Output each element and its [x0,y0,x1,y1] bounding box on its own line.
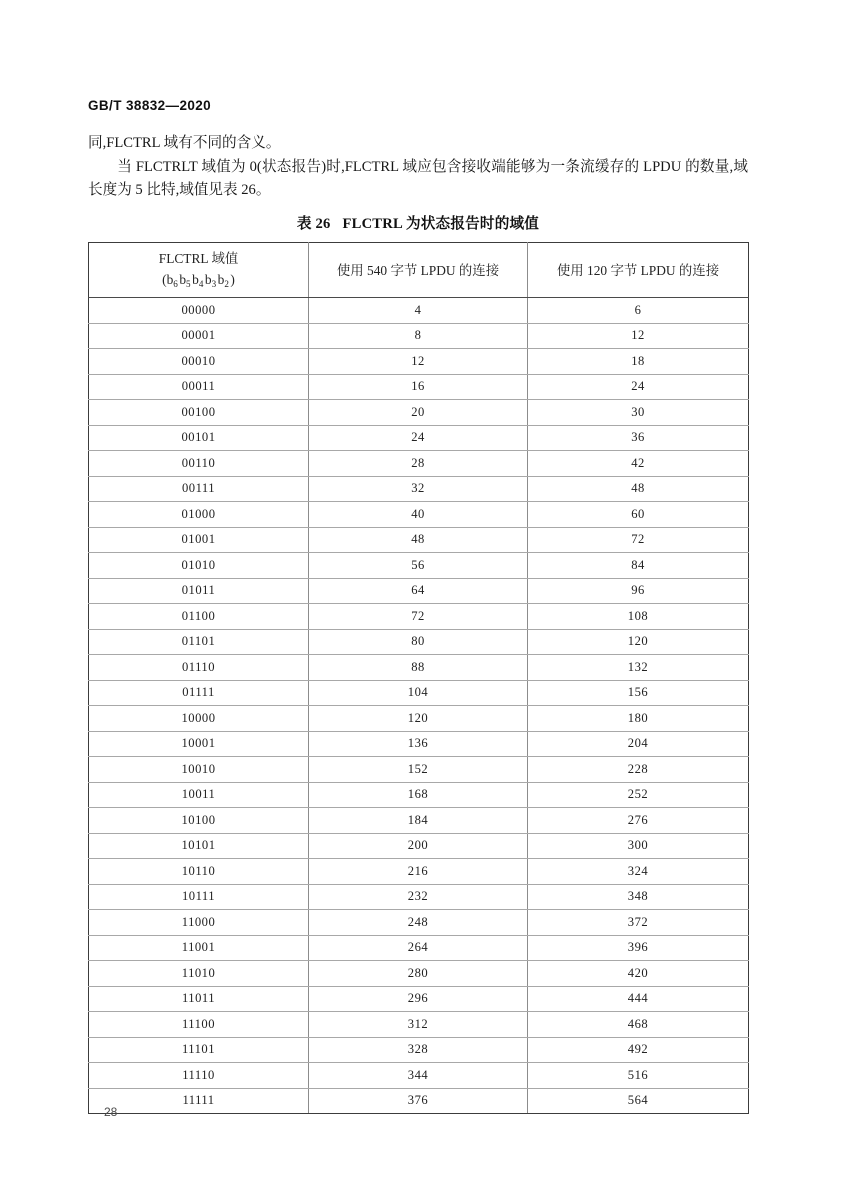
table-row [89,731,749,757]
cell-flctrl-value: 10100 [89,808,309,834]
paragraph-flctrl-description: 当 FLCTRLT 域值为 0(状态报告)时,FLCTRL 域应包含接收端能够为一条流缓存的 LPDU 的数量,域长度为 5 比特,域值见表 26。 [88,158,748,198]
cell-120-byte-count: 492 [528,1037,749,1063]
table-caption-label: 表 26 [296,216,331,232]
body-text-block [88,132,748,203]
cell-540-byte-count: 200 [309,833,528,859]
cell-120-byte-count: 420 [528,961,749,987]
cell-120-byte-count: 564 [528,1088,749,1114]
table-row [89,859,749,885]
table-row [89,935,749,961]
cell-120-byte-count: 24 [528,374,749,400]
cell-540-byte-count: 4 [309,298,528,324]
cell-flctrl-value: 01101 [89,629,309,655]
cell-540-byte-count: 296 [309,986,528,1012]
cell-540-byte-count: 48 [309,527,528,553]
cell-flctrl-value: 00010 [89,349,309,375]
paragraph-continuation: 同,FLCTRL 域有不同的含义。 [88,135,281,151]
cell-120-byte-count: 396 [528,935,749,961]
cell-flctrl-value: 11101 [89,1037,309,1063]
cell-120-byte-count: 300 [528,833,749,859]
cell-flctrl-value: 00000 [89,298,309,324]
table-row [89,961,749,987]
table-26-container [88,242,748,1114]
cell-540-byte-count: 8 [309,323,528,349]
bit-symbol-b3: $b_3$ [204,272,217,289]
cell-540-byte-count: 12 [309,349,528,375]
table-row [89,808,749,834]
cell-540-byte-count: 344 [309,1063,528,1089]
cell-120-byte-count: 324 [528,859,749,885]
cell-540-byte-count: 56 [309,553,528,579]
cell-120-byte-count: 132 [528,655,749,681]
table-row [89,910,749,936]
cell-120-byte-count: 444 [528,986,749,1012]
cell-540-byte-count: 120 [309,706,528,732]
bit-subscript-4: 4 [198,278,204,289]
cell-540-byte-count: 376 [309,1088,528,1114]
cell-120-byte-count: 468 [528,1012,749,1038]
cell-120-byte-count: 108 [528,604,749,630]
cell-540-byte-count: 104 [309,680,528,706]
bit-symbol-b5: $b_5$ [179,272,191,289]
cell-540-byte-count: 88 [309,655,528,681]
cell-540-byte-count: 20 [309,400,528,426]
cell-flctrl-value: 10010 [89,757,309,783]
cell-flctrl-value: 00001 [89,323,309,349]
cell-540-byte-count: 80 [309,629,528,655]
cell-flctrl-value: 10111 [89,884,309,910]
paren-open: ( [162,272,167,287]
table-row [89,502,749,528]
table-caption-title: FLCTRL 为状态报告时的域值 [342,216,540,232]
cell-120-byte-count: 36 [528,425,749,451]
table-row [89,527,749,553]
cell-120-byte-count: 18 [528,349,749,375]
table-row [89,1063,749,1089]
table-header [89,243,749,298]
cell-540-byte-count: 264 [309,935,528,961]
table-row [89,400,749,426]
table-row [89,298,749,324]
cell-flctrl-value: 10000 [89,706,309,732]
cell-flctrl-value: 10101 [89,833,309,859]
table-row [89,782,749,808]
cell-flctrl-value: 11010 [89,961,309,987]
cell-flctrl-value: 11110 [89,1063,309,1089]
cell-120-byte-count: 6 [528,298,749,324]
cell-flctrl-value: 01011 [89,578,309,604]
cell-120-byte-count: 228 [528,757,749,783]
bit-symbol-b6: $b_6$ [166,272,178,289]
cell-120-byte-count: 348 [528,884,749,910]
cell-flctrl-value: 01000 [89,502,309,528]
table-row [89,578,749,604]
cell-flctrl-value: 00100 [89,400,309,426]
table-row [89,757,749,783]
cell-540-byte-count: 216 [309,859,528,885]
cell-flctrl-value: 01010 [89,553,309,579]
cell-540-byte-count: 248 [309,910,528,936]
cell-flctrl-value: 11011 [89,986,309,1012]
cell-120-byte-count: 252 [528,782,749,808]
header-label-line1: FLCTRL 域值 [158,251,239,266]
bit-subscript-2: 2 [224,278,229,289]
cell-flctrl-value: 11000 [89,910,309,936]
cell-flctrl-value: 01110 [89,655,309,681]
cell-540-byte-count: 232 [309,884,528,910]
cell-flctrl-value: 11111 [89,1088,309,1114]
cell-flctrl-value: 01111 [89,680,309,706]
cell-540-byte-count: 136 [309,731,528,757]
cell-flctrl-value: 11001 [89,935,309,961]
table-row [89,349,749,375]
cell-540-byte-count: 328 [309,1037,528,1063]
table-row [89,1012,749,1038]
cell-120-byte-count: 156 [528,680,749,706]
cell-120-byte-count: 276 [528,808,749,834]
cell-540-byte-count: 16 [309,374,528,400]
cell-flctrl-value: 00011 [89,374,309,400]
cell-540-byte-count: 72 [309,604,528,630]
bit-symbol-b2: $b_2$ [217,272,229,289]
cell-flctrl-value: 00110 [89,451,309,477]
page-number: 28 [104,1105,118,1119]
cell-120-byte-count: 96 [528,578,749,604]
cell-540-byte-count: 312 [309,1012,528,1038]
table-row [89,1088,749,1114]
bit-subscript-5: 5 [186,278,191,289]
cell-flctrl-value: 00111 [89,476,309,502]
cell-120-byte-count: 372 [528,910,749,936]
table-row [89,604,749,630]
cell-540-byte-count: 28 [309,451,528,477]
table-row [89,476,749,502]
cell-flctrl-value: 10001 [89,731,309,757]
cell-120-byte-count: 42 [528,451,749,477]
table-header-row [89,243,749,298]
table-row [89,680,749,706]
bit-subscript-6: 6 [173,278,178,289]
table-row [89,323,749,349]
cell-flctrl-value: 11100 [89,1012,309,1038]
cell-540-byte-count: 40 [309,502,528,528]
column-header-flctrl-value [89,243,309,298]
cell-540-byte-count: 184 [309,808,528,834]
column-header-120-byte-lpdu: 使用 120 字节 LPDU 的连接 [528,243,749,298]
cell-540-byte-count: 152 [309,757,528,783]
bit-symbol-b4: $b_4$ [192,272,204,289]
table-row [89,655,749,681]
table-row [89,884,749,910]
cell-flctrl-value: 00101 [89,425,309,451]
cell-540-byte-count: 64 [309,578,528,604]
cell-120-byte-count: 516 [528,1063,749,1089]
cell-540-byte-count: 32 [309,476,528,502]
cell-120-byte-count: 60 [528,502,749,528]
cell-120-byte-count: 72 [528,527,749,553]
cell-120-byte-count: 30 [528,400,749,426]
header-bit-notation [89,270,308,291]
flctrl-field-value-table [88,242,749,1114]
cell-flctrl-value: 01100 [89,604,309,630]
table-row [89,451,749,477]
table-row [89,706,749,732]
table-caption [88,212,748,233]
cell-120-byte-count: 48 [528,476,749,502]
cell-120-byte-count: 84 [528,553,749,579]
cell-540-byte-count: 168 [309,782,528,808]
cell-120-byte-count: 204 [528,731,749,757]
bit-subscript-3: 3 [211,278,217,289]
table-row [89,986,749,1012]
cell-120-byte-count: 120 [528,629,749,655]
standard-number-header: GB/T 38832—2020 [88,98,212,113]
table-row [89,553,749,579]
table-row [89,833,749,859]
table-body [89,298,749,1114]
column-header-540-byte-lpdu: 使用 540 字节 LPDU 的连接 [309,243,528,298]
cell-120-byte-count: 12 [528,323,749,349]
table-row [89,1037,749,1063]
cell-flctrl-value: 01001 [89,527,309,553]
cell-flctrl-value: 10110 [89,859,309,885]
cell-120-byte-count: 180 [528,706,749,732]
table-row [89,374,749,400]
table-row [89,425,749,451]
paren-close: ) [230,272,235,287]
cell-flctrl-value: 10011 [89,782,309,808]
cell-540-byte-count: 280 [309,961,528,987]
table-row [89,629,749,655]
cell-540-byte-count: 24 [309,425,528,451]
